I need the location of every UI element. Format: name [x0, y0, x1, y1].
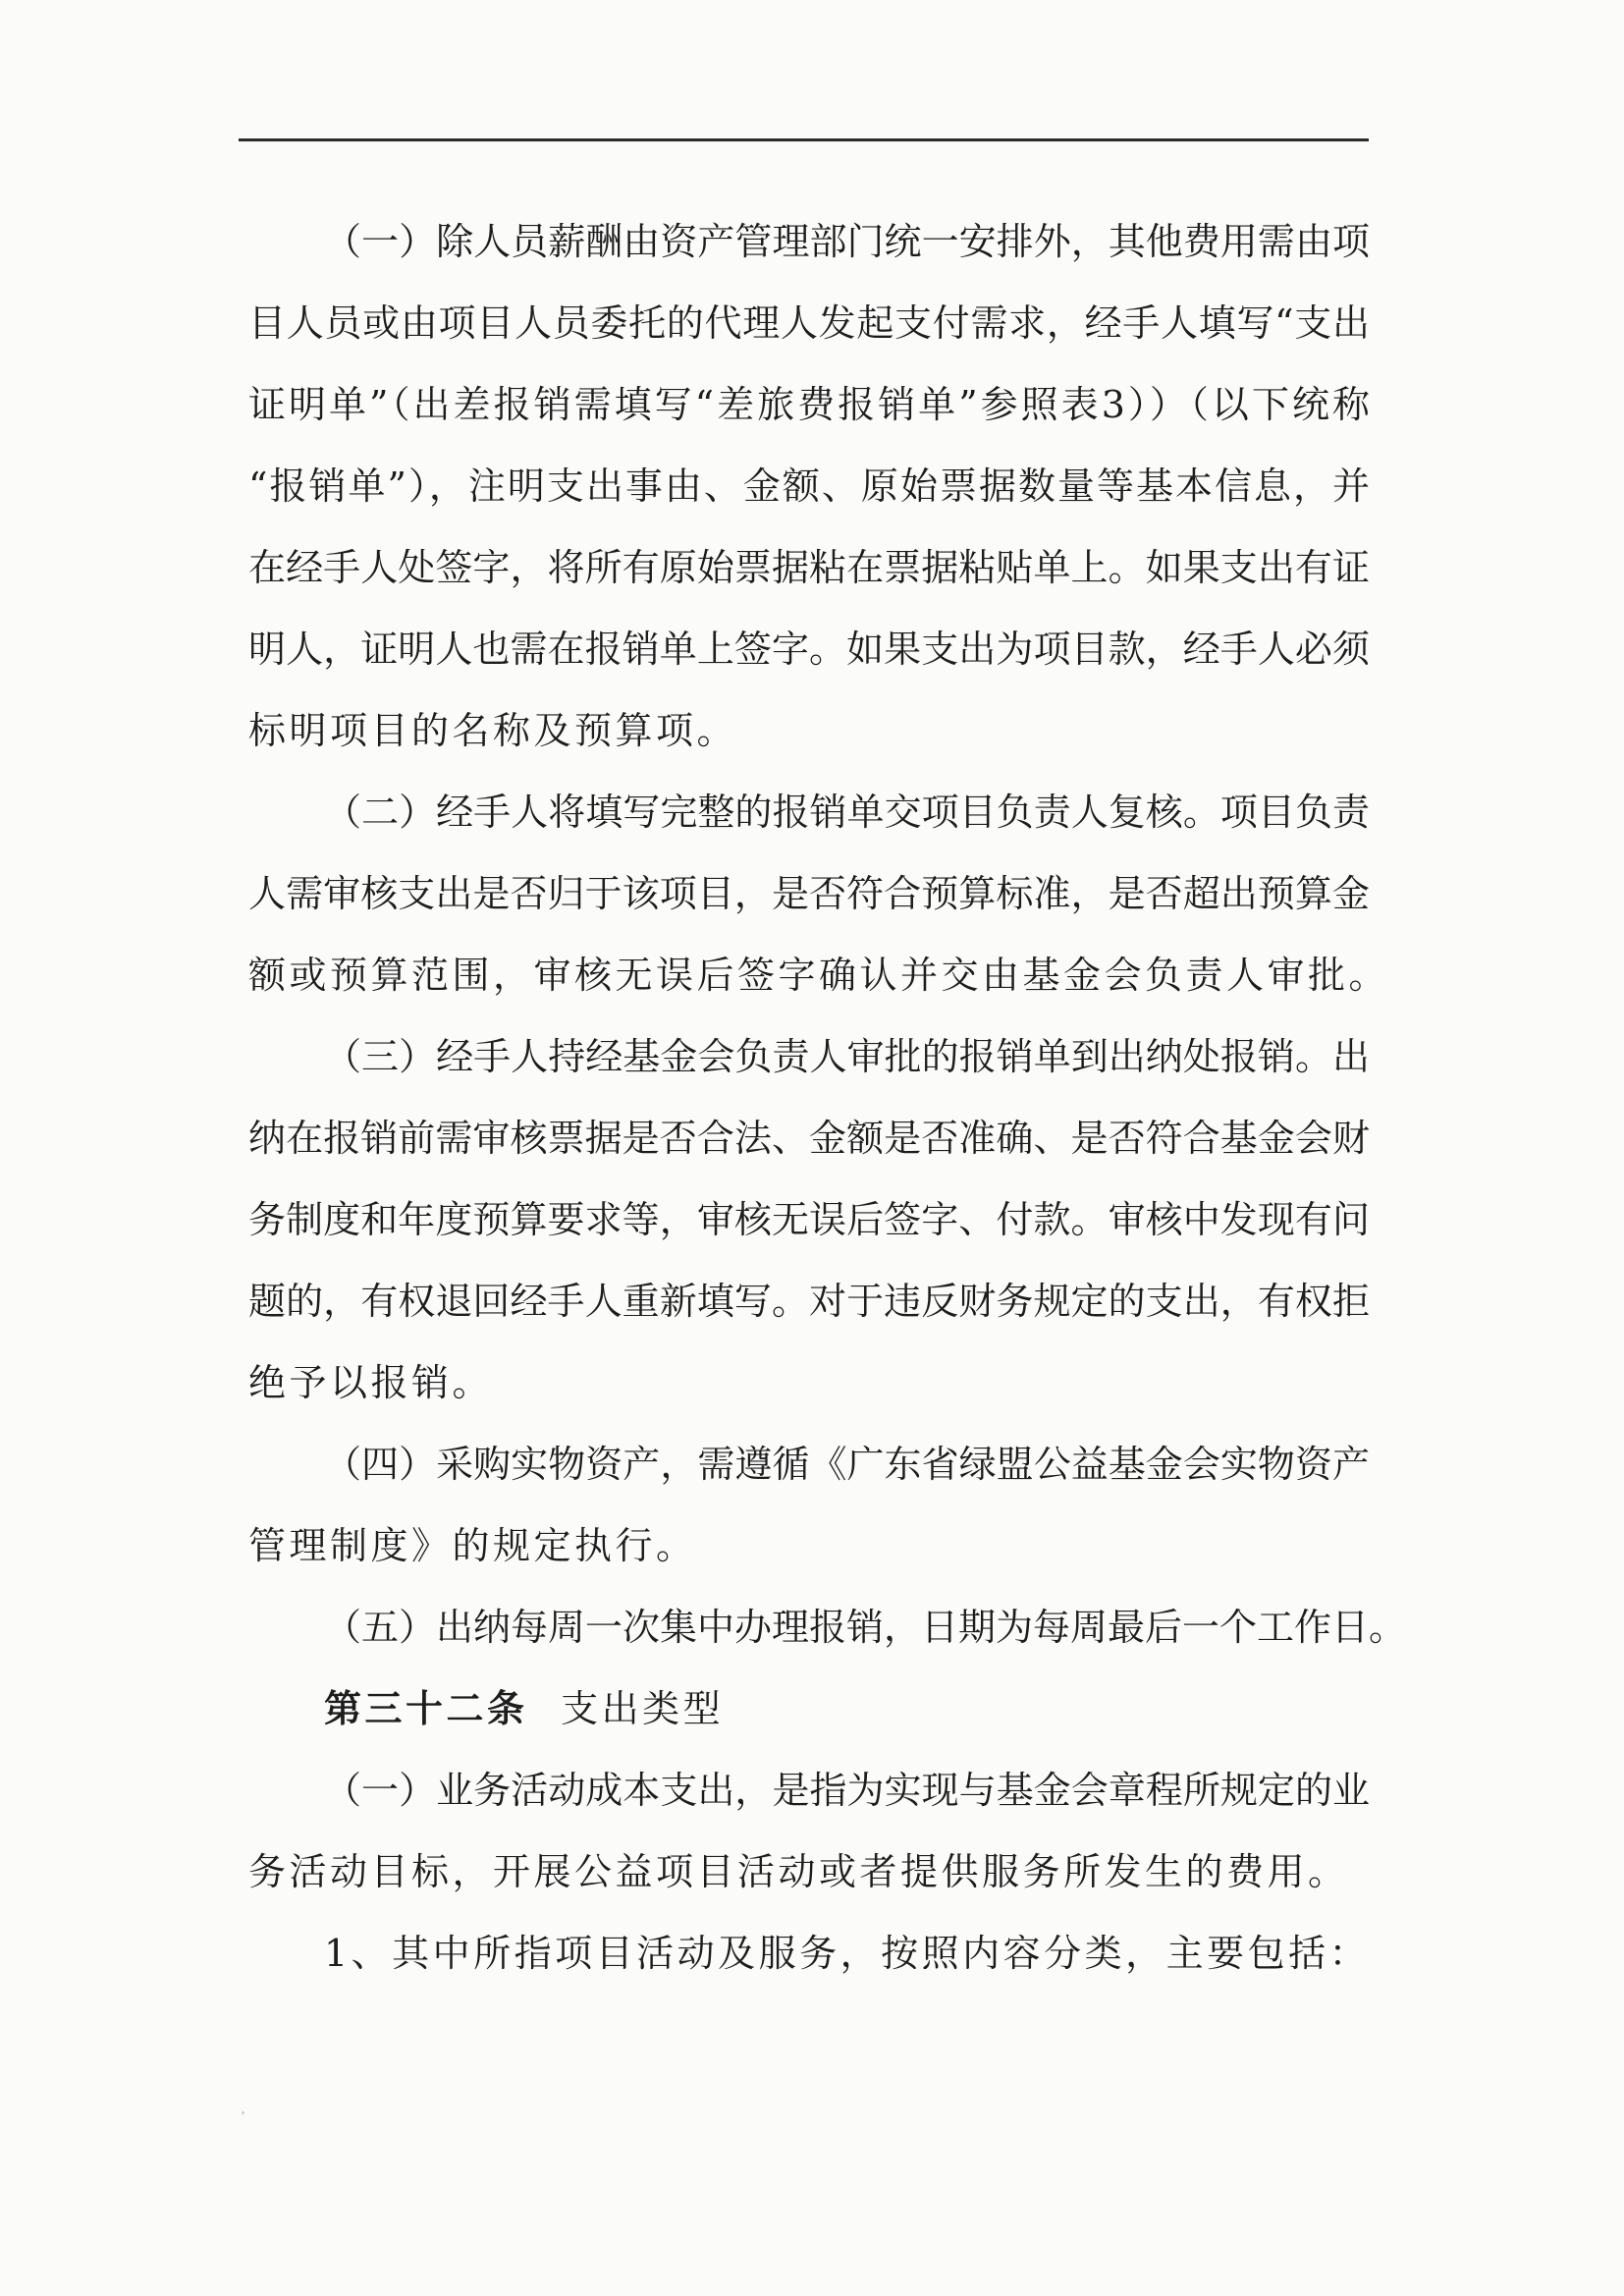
- paragraph-3-line-2: 纳在报销前需审核票据是否合法、金额是否准确、是否符合基金会财: [248, 1117, 1370, 1160]
- paragraph-7-line-1: 1、其中所指项目活动及服务，按照内容分类，主要包括：: [324, 1932, 1371, 1975]
- scan-speck: [242, 2111, 244, 2114]
- paragraph-4-line-2: 管理制度》的规定执行。: [248, 1524, 697, 1567]
- article-number: 第三十二条: [324, 1686, 528, 1730]
- paragraph-1-line-4: “报销单”），注明支出事由、金额、原始票据数量等基本信息，并: [248, 465, 1370, 508]
- paragraph-1-line-3: 证明单”（出差报销需填写“差旅费报销单”参照表3））（以下统称: [248, 383, 1370, 426]
- paragraph-4-line-1: （四）采购实物资产，需遵循《广东省绿盟公益基金会实物资产: [324, 1443, 1370, 1486]
- paragraph-2-line-3: 额或预算范围，审核无误后签字确认并交由基金会负责人审批。: [248, 954, 1390, 997]
- article-title: 支出类型: [561, 1687, 725, 1730]
- paragraph-1-line-1: （一）除人员薪酬由资产管理部门统一安排外，其他费用需由项: [324, 220, 1370, 263]
- paragraph-2-line-1: （二）经手人将填写完整的报销单交项目负责人复核。项目负责: [324, 791, 1370, 834]
- paragraph-6-line-1: （一）业务活动成本支出，是指为实现与基金会章程所规定的业: [324, 1769, 1370, 1812]
- paragraph-3-line-1: （三）经手人持经基金会负责人审批的报销单到出纳处报销。出: [324, 1035, 1370, 1078]
- paragraph-3-line-3: 务制度和年度预算要求等，审核无误后签字、付款。审核中发现有问: [248, 1198, 1370, 1241]
- paragraph-2-line-2: 人需审核支出是否归于该项目，是否符合预算标准，是否超出预算金: [248, 872, 1370, 915]
- paragraph-3-line-4: 题的，有权退回经手人重新填写。对于违反财务规定的支出，有权拒: [248, 1280, 1370, 1323]
- article-heading: [324, 1686, 724, 1731]
- paragraph-1-line-2: 目人员或由项目人员委托的代理人发起支付需求，经手人填写“支出: [248, 301, 1370, 345]
- paragraph-1-line-7: 标明项目的名称及预算项。: [248, 709, 738, 752]
- paragraph-1-line-6: 明人，证明人也需在报销单上签字。如果支出为项目款，经手人必须: [248, 628, 1370, 671]
- paragraph-5-line-1: （五）出纳每周一次集中办理报销，日期为每周最后一个工作日。: [324, 1606, 1407, 1649]
- paragraph-6-line-2: 务活动目标，开展公益项目活动或者提供服务所发生的费用。: [248, 1850, 1349, 1893]
- paragraph-1-line-5: 在经手人处签字，将所有原始票据粘在票据粘贴单上。如果支出有证: [248, 546, 1370, 589]
- paragraph-3-line-5: 绝予以报销。: [248, 1361, 494, 1404]
- header-rule: [239, 138, 1369, 141]
